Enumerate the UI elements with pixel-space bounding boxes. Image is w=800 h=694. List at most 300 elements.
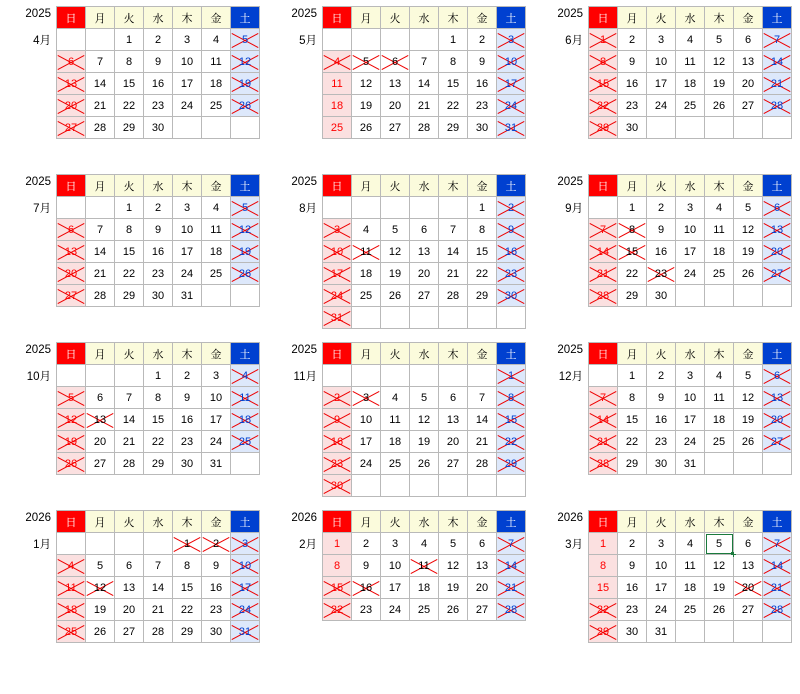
day-cell[interactable] <box>734 95 763 117</box>
day-cell[interactable] <box>144 241 173 263</box>
day-cell[interactable] <box>173 599 202 621</box>
day-cell[interactable] <box>705 365 734 387</box>
day-cell[interactable] <box>468 117 497 139</box>
day-cell[interactable] <box>589 73 618 95</box>
day-cell[interactable] <box>173 577 202 599</box>
day-cell[interactable] <box>439 599 468 621</box>
day-cell[interactable] <box>410 533 439 555</box>
day-cell[interactable] <box>144 117 173 139</box>
day-cell[interactable] <box>323 387 352 409</box>
day-cell[interactable] <box>115 241 144 263</box>
day-cell[interactable] <box>676 555 705 577</box>
day-cell[interactable] <box>381 51 410 73</box>
day-cell[interactable] <box>618 117 647 139</box>
day-cell[interactable] <box>410 599 439 621</box>
day-cell[interactable] <box>115 453 144 475</box>
day-cell[interactable] <box>410 219 439 241</box>
day-cell[interactable] <box>497 117 526 139</box>
day-cell[interactable] <box>618 197 647 219</box>
day-cell[interactable] <box>57 117 86 139</box>
day-cell[interactable] <box>202 453 231 475</box>
day-cell[interactable] <box>647 219 676 241</box>
day-cell[interactable] <box>381 577 410 599</box>
day-cell[interactable] <box>57 453 86 475</box>
day-cell[interactable] <box>202 73 231 95</box>
day-cell[interactable] <box>352 533 381 555</box>
day-cell[interactable] <box>618 621 647 643</box>
day-cell[interactable] <box>173 431 202 453</box>
day-cell[interactable] <box>231 621 260 643</box>
day-cell[interactable] <box>86 621 115 643</box>
day-cell[interactable] <box>618 599 647 621</box>
day-cell[interactable] <box>618 409 647 431</box>
day-cell[interactable] <box>618 241 647 263</box>
day-cell[interactable] <box>705 431 734 453</box>
day-cell[interactable] <box>381 73 410 95</box>
day-cell[interactable] <box>468 285 497 307</box>
day-cell[interactable] <box>381 263 410 285</box>
day-cell[interactable] <box>497 599 526 621</box>
day-cell[interactable] <box>57 387 86 409</box>
day-cell[interactable] <box>497 29 526 51</box>
day-cell[interactable] <box>647 263 676 285</box>
day-cell[interactable] <box>676 219 705 241</box>
day-cell[interactable] <box>202 577 231 599</box>
day-cell[interactable] <box>231 533 260 555</box>
day-cell[interactable] <box>410 453 439 475</box>
day-cell[interactable] <box>115 117 144 139</box>
day-cell[interactable] <box>497 431 526 453</box>
day-cell[interactable] <box>763 95 792 117</box>
day-cell[interactable] <box>734 241 763 263</box>
day-cell[interactable] <box>618 533 647 555</box>
day-cell[interactable] <box>589 453 618 475</box>
day-cell[interactable] <box>734 555 763 577</box>
day-cell[interactable] <box>86 241 115 263</box>
day-cell[interactable] <box>647 577 676 599</box>
day-cell[interactable] <box>439 555 468 577</box>
day-cell[interactable] <box>676 241 705 263</box>
day-cell[interactable] <box>115 431 144 453</box>
day-cell[interactable] <box>589 117 618 139</box>
day-cell[interactable] <box>57 51 86 73</box>
day-cell[interactable] <box>202 197 231 219</box>
day-cell[interactable] <box>705 95 734 117</box>
day-cell[interactable] <box>618 365 647 387</box>
day-cell[interactable] <box>647 555 676 577</box>
day-cell[interactable] <box>381 95 410 117</box>
day-cell[interactable] <box>763 387 792 409</box>
day-cell[interactable] <box>173 555 202 577</box>
day-cell[interactable] <box>144 409 173 431</box>
day-cell[interactable] <box>763 365 792 387</box>
day-cell[interactable] <box>589 95 618 117</box>
day-cell[interactable] <box>763 599 792 621</box>
day-cell[interactable] <box>231 387 260 409</box>
day-cell[interactable] <box>144 621 173 643</box>
day-cell[interactable] <box>734 577 763 599</box>
day-cell[interactable] <box>86 263 115 285</box>
day-cell[interactable] <box>144 599 173 621</box>
day-cell[interactable] <box>589 241 618 263</box>
day-cell[interactable] <box>589 431 618 453</box>
day-cell[interactable] <box>468 51 497 73</box>
day-cell[interactable] <box>115 555 144 577</box>
day-cell[interactable] <box>410 117 439 139</box>
day-cell[interactable] <box>497 95 526 117</box>
day-cell[interactable] <box>144 285 173 307</box>
day-cell[interactable] <box>323 307 352 329</box>
day-cell[interactable] <box>410 555 439 577</box>
day-cell[interactable] <box>352 453 381 475</box>
day-cell[interactable] <box>86 219 115 241</box>
day-cell[interactable] <box>115 29 144 51</box>
day-cell[interactable] <box>763 29 792 51</box>
day-cell[interactable] <box>497 453 526 475</box>
day-cell[interactable] <box>57 219 86 241</box>
day-cell[interactable] <box>173 95 202 117</box>
day-cell[interactable] <box>468 533 497 555</box>
day-cell[interactable] <box>202 95 231 117</box>
day-cell[interactable] <box>497 577 526 599</box>
day-cell[interactable] <box>144 365 173 387</box>
day-cell[interactable] <box>86 409 115 431</box>
day-cell[interactable] <box>231 51 260 73</box>
day-cell[interactable] <box>115 577 144 599</box>
day-cell[interactable] <box>115 197 144 219</box>
day-cell[interactable] <box>497 533 526 555</box>
day-cell[interactable] <box>439 51 468 73</box>
day-cell[interactable] <box>202 431 231 453</box>
day-cell[interactable] <box>57 577 86 599</box>
day-cell[interactable] <box>202 599 231 621</box>
day-cell[interactable] <box>589 285 618 307</box>
day-cell[interactable] <box>647 533 676 555</box>
day-cell[interactable] <box>618 29 647 51</box>
day-cell[interactable] <box>410 409 439 431</box>
day-cell[interactable] <box>144 51 173 73</box>
day-cell[interactable] <box>763 197 792 219</box>
day-cell[interactable] <box>676 533 705 555</box>
day-cell[interactable] <box>468 453 497 475</box>
day-cell[interactable] <box>705 263 734 285</box>
day-cell[interactable] <box>86 599 115 621</box>
day-cell[interactable] <box>439 95 468 117</box>
day-cell[interactable] <box>323 599 352 621</box>
day-cell[interactable] <box>323 453 352 475</box>
day-cell[interactable] <box>202 621 231 643</box>
day-cell[interactable] <box>352 599 381 621</box>
day-cell[interactable] <box>144 197 173 219</box>
day-cell[interactable] <box>734 365 763 387</box>
day-cell[interactable] <box>439 219 468 241</box>
day-cell[interactable] <box>173 453 202 475</box>
day-cell[interactable] <box>352 431 381 453</box>
day-cell[interactable] <box>352 73 381 95</box>
day-cell[interactable] <box>381 387 410 409</box>
day-cell[interactable] <box>410 241 439 263</box>
day-cell[interactable] <box>734 219 763 241</box>
day-cell[interactable] <box>647 365 676 387</box>
day-cell[interactable] <box>352 219 381 241</box>
day-cell[interactable] <box>589 577 618 599</box>
day-cell[interactable] <box>231 263 260 285</box>
day-cell[interactable] <box>705 241 734 263</box>
day-cell[interactable] <box>676 599 705 621</box>
day-cell[interactable] <box>647 285 676 307</box>
day-cell[interactable] <box>705 219 734 241</box>
day-cell[interactable] <box>86 73 115 95</box>
day-cell[interactable] <box>173 285 202 307</box>
day-cell[interactable] <box>497 51 526 73</box>
day-cell[interactable] <box>497 73 526 95</box>
day-cell[interactable] <box>647 51 676 73</box>
day-cell[interactable] <box>468 555 497 577</box>
day-cell[interactable] <box>647 621 676 643</box>
day-cell[interactable] <box>57 241 86 263</box>
day-cell[interactable] <box>497 197 526 219</box>
day-cell[interactable] <box>57 73 86 95</box>
day-cell[interactable] <box>410 263 439 285</box>
day-cell[interactable] <box>231 577 260 599</box>
day-cell[interactable] <box>202 533 231 555</box>
day-cell[interactable] <box>676 73 705 95</box>
day-cell[interactable] <box>705 577 734 599</box>
day-cell[interactable] <box>589 555 618 577</box>
day-cell[interactable] <box>173 365 202 387</box>
day-cell[interactable] <box>173 219 202 241</box>
day-cell[interactable] <box>676 51 705 73</box>
day-cell[interactable] <box>57 95 86 117</box>
day-cell[interactable] <box>202 51 231 73</box>
day-cell[interactable] <box>115 285 144 307</box>
day-cell[interactable] <box>763 431 792 453</box>
day-cell[interactable] <box>202 219 231 241</box>
day-cell[interactable] <box>647 197 676 219</box>
day-cell[interactable] <box>173 621 202 643</box>
day-cell[interactable] <box>323 73 352 95</box>
day-cell[interactable] <box>676 387 705 409</box>
day-cell[interactable] <box>323 285 352 307</box>
day-cell[interactable] <box>618 577 647 599</box>
day-cell[interactable] <box>86 51 115 73</box>
day-cell[interactable] <box>589 29 618 51</box>
day-cell[interactable] <box>468 599 497 621</box>
day-cell[interactable] <box>231 29 260 51</box>
day-cell[interactable] <box>352 387 381 409</box>
day-cell[interactable] <box>115 409 144 431</box>
day-cell[interactable] <box>676 197 705 219</box>
day-cell[interactable] <box>144 577 173 599</box>
day-cell[interactable] <box>352 51 381 73</box>
day-cell[interactable] <box>705 197 734 219</box>
day-cell[interactable] <box>323 475 352 497</box>
day-cell[interactable] <box>144 219 173 241</box>
day-cell[interactable] <box>497 241 526 263</box>
day-cell[interactable] <box>173 241 202 263</box>
day-cell[interactable] <box>468 409 497 431</box>
day-cell[interactable] <box>231 73 260 95</box>
day-cell[interactable] <box>323 431 352 453</box>
day-cell[interactable] <box>705 409 734 431</box>
day-cell[interactable] <box>705 387 734 409</box>
day-cell[interactable] <box>705 73 734 95</box>
day-cell[interactable] <box>144 431 173 453</box>
day-cell[interactable] <box>86 577 115 599</box>
day-cell[interactable] <box>381 117 410 139</box>
day-cell[interactable] <box>86 453 115 475</box>
day-cell[interactable] <box>734 51 763 73</box>
day-cell[interactable] <box>231 95 260 117</box>
day-cell[interactable] <box>115 621 144 643</box>
day-cell[interactable] <box>618 555 647 577</box>
day-cell[interactable] <box>144 95 173 117</box>
day-cell[interactable] <box>57 599 86 621</box>
day-cell[interactable] <box>439 117 468 139</box>
day-cell[interactable] <box>323 51 352 73</box>
day-cell[interactable] <box>115 599 144 621</box>
day-cell[interactable] <box>439 285 468 307</box>
day-cell[interactable] <box>676 29 705 51</box>
day-cell[interactable] <box>202 365 231 387</box>
day-cell[interactable] <box>468 387 497 409</box>
day-cell[interactable] <box>115 387 144 409</box>
day-cell[interactable] <box>144 555 173 577</box>
day-cell[interactable] <box>676 453 705 475</box>
day-cell[interactable] <box>439 409 468 431</box>
day-cell[interactable] <box>173 29 202 51</box>
day-cell[interactable] <box>202 263 231 285</box>
day-cell[interactable] <box>173 409 202 431</box>
day-cell[interactable] <box>115 73 144 95</box>
day-cell[interactable] <box>231 365 260 387</box>
day-cell[interactable] <box>231 241 260 263</box>
day-cell[interactable] <box>57 409 86 431</box>
day-cell[interactable] <box>381 555 410 577</box>
day-cell[interactable] <box>323 241 352 263</box>
day-cell[interactable] <box>410 51 439 73</box>
day-cell[interactable] <box>647 29 676 51</box>
day-cell[interactable] <box>618 285 647 307</box>
day-cell[interactable] <box>173 73 202 95</box>
day-cell[interactable] <box>734 197 763 219</box>
day-cell[interactable] <box>352 285 381 307</box>
day-cell[interactable] <box>763 73 792 95</box>
day-cell[interactable] <box>381 285 410 307</box>
day-cell[interactable] <box>115 219 144 241</box>
day-cell[interactable] <box>618 453 647 475</box>
day-cell[interactable] <box>410 95 439 117</box>
day-cell[interactable] <box>352 409 381 431</box>
day-cell[interactable] <box>676 431 705 453</box>
day-cell[interactable] <box>468 73 497 95</box>
day-cell[interactable] <box>439 387 468 409</box>
day-cell[interactable] <box>468 577 497 599</box>
day-cell[interactable] <box>115 51 144 73</box>
day-cell[interactable] <box>352 577 381 599</box>
day-cell[interactable] <box>647 599 676 621</box>
day-cell[interactable] <box>734 263 763 285</box>
day-cell[interactable] <box>439 577 468 599</box>
day-cell[interactable] <box>734 599 763 621</box>
day-cell[interactable] <box>497 285 526 307</box>
day-cell[interactable] <box>676 409 705 431</box>
day-cell[interactable] <box>381 431 410 453</box>
day-cell[interactable] <box>86 555 115 577</box>
day-cell[interactable] <box>86 387 115 409</box>
day-cell[interactable] <box>618 95 647 117</box>
day-cell[interactable] <box>410 387 439 409</box>
day-cell[interactable] <box>144 453 173 475</box>
day-cell[interactable] <box>439 453 468 475</box>
day-cell[interactable] <box>352 263 381 285</box>
day-cell[interactable] <box>323 219 352 241</box>
day-cell[interactable] <box>734 409 763 431</box>
day-cell[interactable] <box>439 73 468 95</box>
day-cell[interactable] <box>497 409 526 431</box>
day-cell[interactable] <box>352 241 381 263</box>
day-cell[interactable] <box>589 51 618 73</box>
day-cell[interactable] <box>439 263 468 285</box>
day-cell[interactable] <box>86 117 115 139</box>
day-cell[interactable] <box>763 241 792 263</box>
day-cell[interactable] <box>323 533 352 555</box>
day-cell[interactable] <box>202 387 231 409</box>
day-cell[interactable] <box>173 263 202 285</box>
day-cell[interactable] <box>381 409 410 431</box>
day-cell[interactable] <box>202 555 231 577</box>
day-cell[interactable] <box>763 409 792 431</box>
day-cell[interactable] <box>381 219 410 241</box>
day-cell[interactable] <box>115 95 144 117</box>
day-cell[interactable] <box>57 621 86 643</box>
day-cell[interactable] <box>705 555 734 577</box>
day-cell[interactable] <box>202 409 231 431</box>
day-cell[interactable] <box>57 555 86 577</box>
day-cell[interactable] <box>352 555 381 577</box>
day-cell[interactable] <box>589 621 618 643</box>
day-cell[interactable] <box>86 95 115 117</box>
day-cell[interactable] <box>618 387 647 409</box>
day-cell[interactable] <box>173 533 202 555</box>
day-cell[interactable] <box>676 577 705 599</box>
day-cell[interactable] <box>144 387 173 409</box>
day-cell[interactable] <box>231 197 260 219</box>
day-cell[interactable] <box>231 219 260 241</box>
day-cell[interactable] <box>439 29 468 51</box>
day-cell[interactable] <box>323 263 352 285</box>
day-cell[interactable] <box>647 73 676 95</box>
day-cell[interactable] <box>202 241 231 263</box>
day-cell[interactable] <box>647 409 676 431</box>
day-cell[interactable] <box>763 51 792 73</box>
day-cell[interactable] <box>647 431 676 453</box>
day-cell[interactable] <box>589 599 618 621</box>
day-cell[interactable] <box>231 431 260 453</box>
day-cell[interactable] <box>468 95 497 117</box>
day-cell[interactable] <box>381 533 410 555</box>
day-cell[interactable] <box>705 29 734 51</box>
day-cell[interactable] <box>173 387 202 409</box>
day-cell[interactable] <box>618 263 647 285</box>
day-cell[interactable] <box>323 95 352 117</box>
day-cell[interactable] <box>763 219 792 241</box>
day-cell[interactable] <box>231 409 260 431</box>
day-cell[interactable] <box>497 555 526 577</box>
day-cell[interactable] <box>144 73 173 95</box>
day-cell[interactable] <box>497 219 526 241</box>
day-cell[interactable] <box>589 219 618 241</box>
